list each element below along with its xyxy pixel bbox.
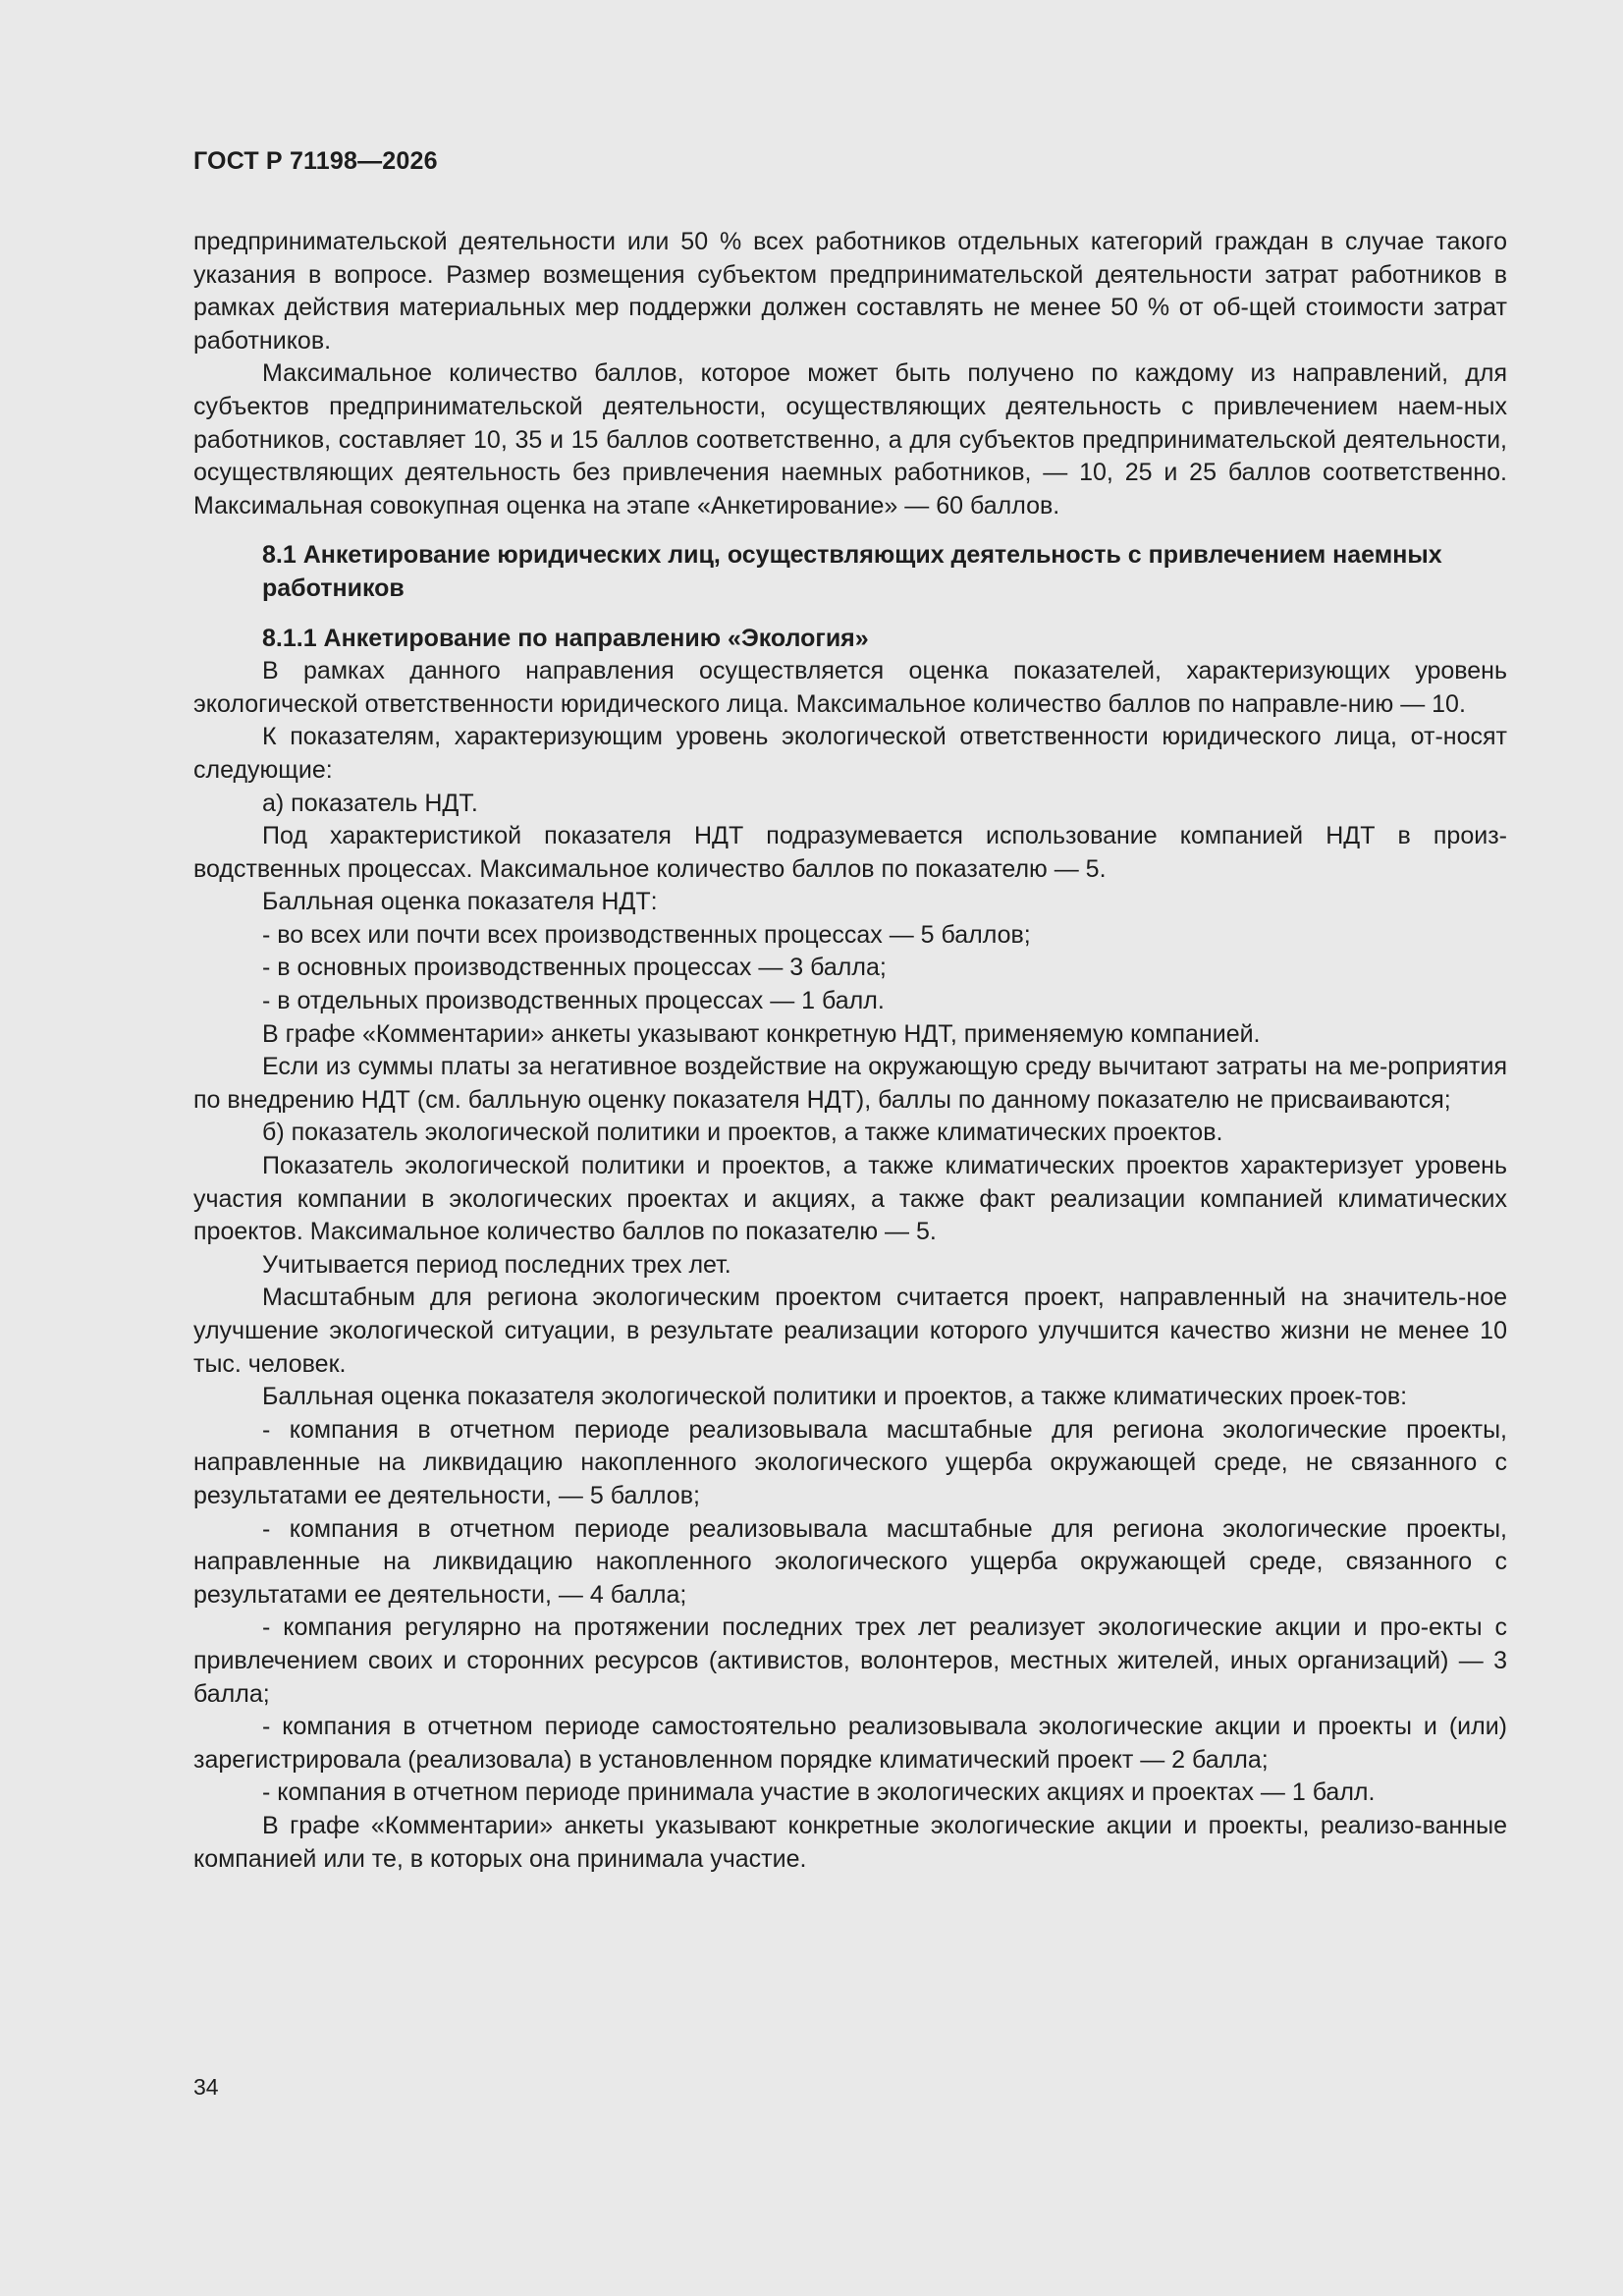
list-item: - компания в отчетном периоде реализовывала масштабные для региона экологические проекты, направленные на ликвидацию накопленного экологического ущерба окружающей среде, связанного с результатами ее деятельности, — 4 балла; [193, 1514, 1507, 1609]
paragraph: Если из суммы платы за негативное воздействие на окружающую среду вычитают затраты на ме-роприятия по внедрению НДТ (см. балльную оценку показателя НДТ), баллы по данному показателю не присваиваются; [193, 1053, 1507, 1114]
paragraph: Балльная оценка показателя НДТ: [262, 888, 658, 916]
list-item: - компания регулярно на протяжении последних трех лет реализует экологические акции и про-екты с привлечением своих и сторонних ресурсов (активистов, волонтеров, местных жителей, иных организаций) — 3 балла; [193, 1613, 1507, 1708]
paragraph: предпринимательской деятельности или 50 % всех работников отдельных категорий граждан в случае такого указания в вопросе. Размер возмещения субъектом предпринимательской деятельности затрат работников в рамках действия материальных мер поддержки должен составлять не менее 50 % от об-щей стоимости затрат работников. [193, 228, 1507, 355]
paragraph: В графе «Комментарии» анкеты указывают конкретные экологические акции и проекты, реализо-ванные компанией или те, в которых она принимала участие. [193, 1811, 1507, 1873]
list-item: - компания в отчетном периоде реализовывала масштабные для региона экологические проекты, направленные на ликвидацию накопленного экологического ущерба окружающей среде, не связанного с результатами ее деятельности, — 5 баллов; [193, 1415, 1507, 1509]
paragraph: В графе «Комментарии» анкеты указывают конкретную НДТ, применяемую компанией. [262, 1019, 1261, 1048]
paragraph: Балльная оценка показателя экологической политики и проектов, а также климатических проек-тов: [262, 1383, 1408, 1411]
paragraph: Максимальное количество баллов, которое может быть получено по каждому из направлений, для субъектов предпринимательской деятельности, осуществляющих деятельность с привлечением наем-ных работников, составляет 10, 35 и 15 баллов соответственно, а для субъектов предпринимательской деятельности, осуществляющих деятельность без привлечения наемных работников, — 10, 25 и 25 баллов соответственно. Максимальная совокупная оценка на этапе «Анкетирование» — 60 баллов. [193, 359, 1507, 519]
paragraph: Масштабным для региона экологическим проектом считается проект, направленный на значитель-ное улучшение экологической ситуации, в результате реализации которого улучшится качество жизни не менее 10 тыс. человек. [193, 1284, 1507, 1378]
subsection-heading: 8.1.1 Анкетирование по направлению «Экология» [262, 624, 869, 652]
list-item: - компания в отчетном периоде принимала участие в экологических акциях и проектах — 1 балл. [262, 1778, 1376, 1807]
list-item-label: а) показатель НДТ. [262, 789, 478, 817]
paragraph: В рамках данного направления осуществляется оценка показателей, характеризующих уровень экологической ответственности юридического лица. Максимальное количество баллов по направле-нию — 10. [193, 657, 1507, 718]
paragraph: К показателям, характеризующим уровень экологической ответственности юридического лица, от-носят следующие: [193, 723, 1507, 784]
paragraph: Под характеристикой показателя НДТ подразумевается использование компанией НДТ в произ-водственных процессах. Максимальное количество баллов по показателю — 5. [193, 822, 1507, 883]
paragraph: Учитывается период последних трех лет. [262, 1250, 731, 1279]
list-item: - во всех или почти всех производственных процессах — 5 баллов; [262, 920, 1031, 949]
page-number: 34 [193, 2074, 219, 2100]
list-item-label: б) показатель экологической политики и проектов, а также климатических проектов. [262, 1119, 1223, 1147]
document-body [193, 226, 1507, 1876]
paragraph: Показатель экологической политики и проектов, а также климатических проектов характеризует уровень участия компании в экологических проектах и акциях, а также факт реализации компанией климатических проектов. Максимальное количество баллов по показателю — 5. [193, 1152, 1507, 1246]
list-item: - в отдельных производственных процессах — 1 балл. [262, 987, 885, 1015]
section-heading: 8.1 Анкетирование юридических лиц, осуществляющих деятельность с привлечением наемных работников [262, 541, 1442, 602]
document-code-header: ГОСТ Р 71198—2026 [193, 147, 438, 175]
list-item: - компания в отчетном периоде самостоятельно реализовывала экологические акции и проекты и (или) зарегистрировала (реализовала) в установленном порядке климатический проект — 2 балла; [193, 1713, 1507, 1774]
list-item: - в основных производственных процессах — 3 балла; [262, 954, 887, 982]
